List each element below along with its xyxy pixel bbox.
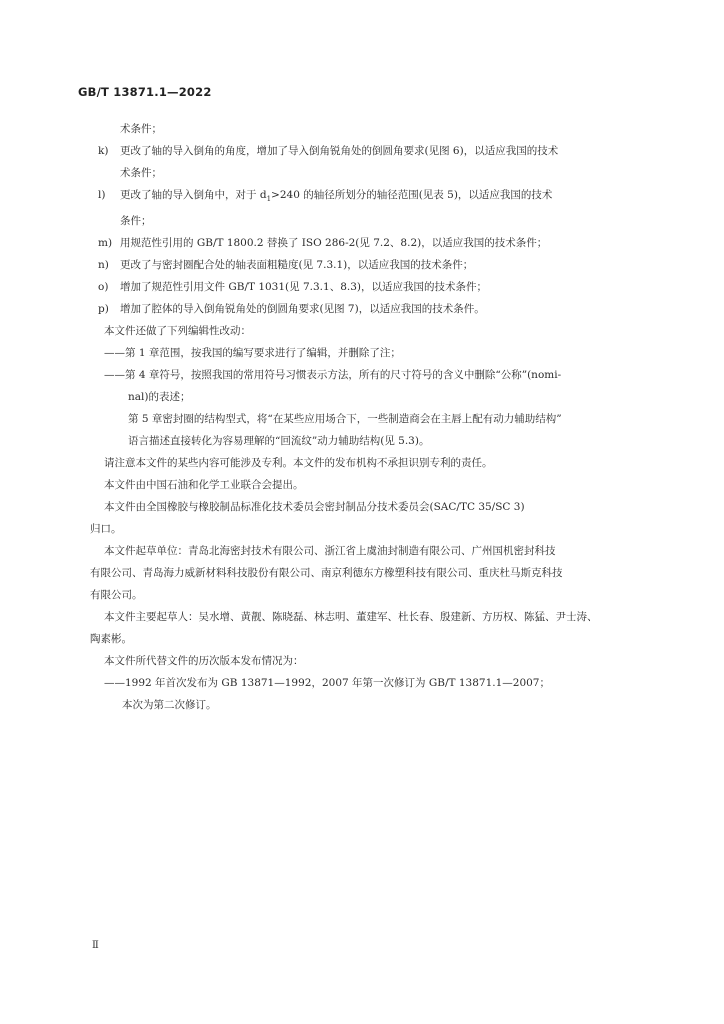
list-item-k xyxy=(98,140,642,162)
list-item-l xyxy=(98,184,642,210)
text-line: 术条件； xyxy=(120,167,162,179)
revision-note: 本次为第二次修订。 xyxy=(122,699,217,712)
editorial-changes-intro: 本文件还做了下列编辑性改动： xyxy=(104,325,251,338)
subscript: 1 xyxy=(266,195,272,204)
list-marker: l) xyxy=(98,189,106,201)
text-fragment: >240 的轴径所划分的轴径范围(见表 5)，以适应我国的技术 xyxy=(271,189,553,201)
list-marker: n) xyxy=(98,259,109,272)
version-history-item: ——1992 年首次发布为 GB 13871—1992，2007 年第一次修订为 GB/T 13871.1—2007； xyxy=(104,677,550,690)
list-item-p xyxy=(98,298,642,320)
page-number: Ⅱ xyxy=(92,940,99,951)
list-marker: m) xyxy=(98,237,113,250)
list-item-m xyxy=(98,232,642,254)
list-item-text: 用规范性引用的 GB/T 1800.2 替换了 ISO 286-2(见 7.2、8.2)，以适应我国的技术条件； xyxy=(120,237,548,250)
list-item-o xyxy=(98,276,642,298)
proposer-statement: 本文件由中国石油和化学工业联合会提出。 xyxy=(104,479,304,492)
text-line: 条件； xyxy=(120,215,152,228)
foreword-body xyxy=(90,118,642,716)
list-item-text: 增加了规范性引用文件 GB/T 1031(见 7.3.1、8.3)，以适应我国的技术条件； xyxy=(120,281,487,294)
list-item-n xyxy=(98,254,642,276)
text-fragment: 更改了轴的导入倒角中，对于 d xyxy=(120,189,267,201)
text-line: 术条件； xyxy=(120,123,162,135)
editorial-change-2: ——第 4 章符号，按照我国的常用符号习惯表示方法，所有的尺寸符号的含义中删除“公称”(nomi- xyxy=(104,369,562,382)
list-item-text: 更改了与密封圈配合处的轴表面粗糙度(见 7.3.1)，以适应我国的技术条件； xyxy=(120,259,474,272)
text-line: 语言描述直接转化为容易理解的“回流纹”动力辅助结构(见 5.3)。 xyxy=(128,435,430,448)
main-drafters: 本文件主要起草人：吴水增、黄靓、陈晓磊、林志明、董建军、杜长春、殷建新、方历权、陈猛、尹士涛、 xyxy=(104,611,598,624)
list-item-text: 增加了腔体的导入倒角锐角处的倒圆角要求(见图 7)，以适应我国的技术条件。 xyxy=(120,303,485,316)
text-line: 陶素彬。 xyxy=(90,633,132,646)
list-item-text xyxy=(120,184,642,210)
list-item-text: 更改了轴的导入倒角的角度，增加了导入倒角锐角处的倒圆角要求(见图 6)，以适应我国的技术 xyxy=(120,145,559,157)
version-history-intro: 本文件所代替文件的历次版本发布情况为： xyxy=(104,655,304,668)
text-line: 有限公司、青岛海力威新材料科技股份有限公司、南京利德东方橡塑科技有限公司、重庆杜马斯克科技 xyxy=(90,567,563,580)
editorial-change-3: 第 5 章密封圈的结构型式，将“在某些应用场合下，一些制造商会在主唇上配有动力辅助结构” xyxy=(128,413,562,426)
text-line: 归口。 xyxy=(90,523,122,536)
list-marker: k) xyxy=(98,145,109,157)
text-line: 有限公司。 xyxy=(90,589,143,602)
document-standard-number: GB/T 13871.1—2022 xyxy=(78,85,212,99)
technical-committee-statement: 本文件由全国橡胶与橡胶制品标准化技术委员会密封制品分技术委员会(SAC/TC 35/SC 3) xyxy=(104,501,525,514)
list-marker: p) xyxy=(98,303,109,316)
editorial-change-1: ——第 1 章范围，按我国的编写要求进行了编辑，并删除了注； xyxy=(104,347,401,360)
list-marker: o) xyxy=(98,281,109,294)
patent-note: 请注意本文件的某些内容可能涉及专利。本文件的发布机构不承担识别专利的责任。 xyxy=(104,457,493,470)
text-line: nal)的表述； xyxy=(128,391,191,404)
drafting-units: 本文件起草单位：青岛北海密封技术有限公司、浙江省上虞油封制造有限公司、广州国机密封科技 xyxy=(104,545,556,558)
